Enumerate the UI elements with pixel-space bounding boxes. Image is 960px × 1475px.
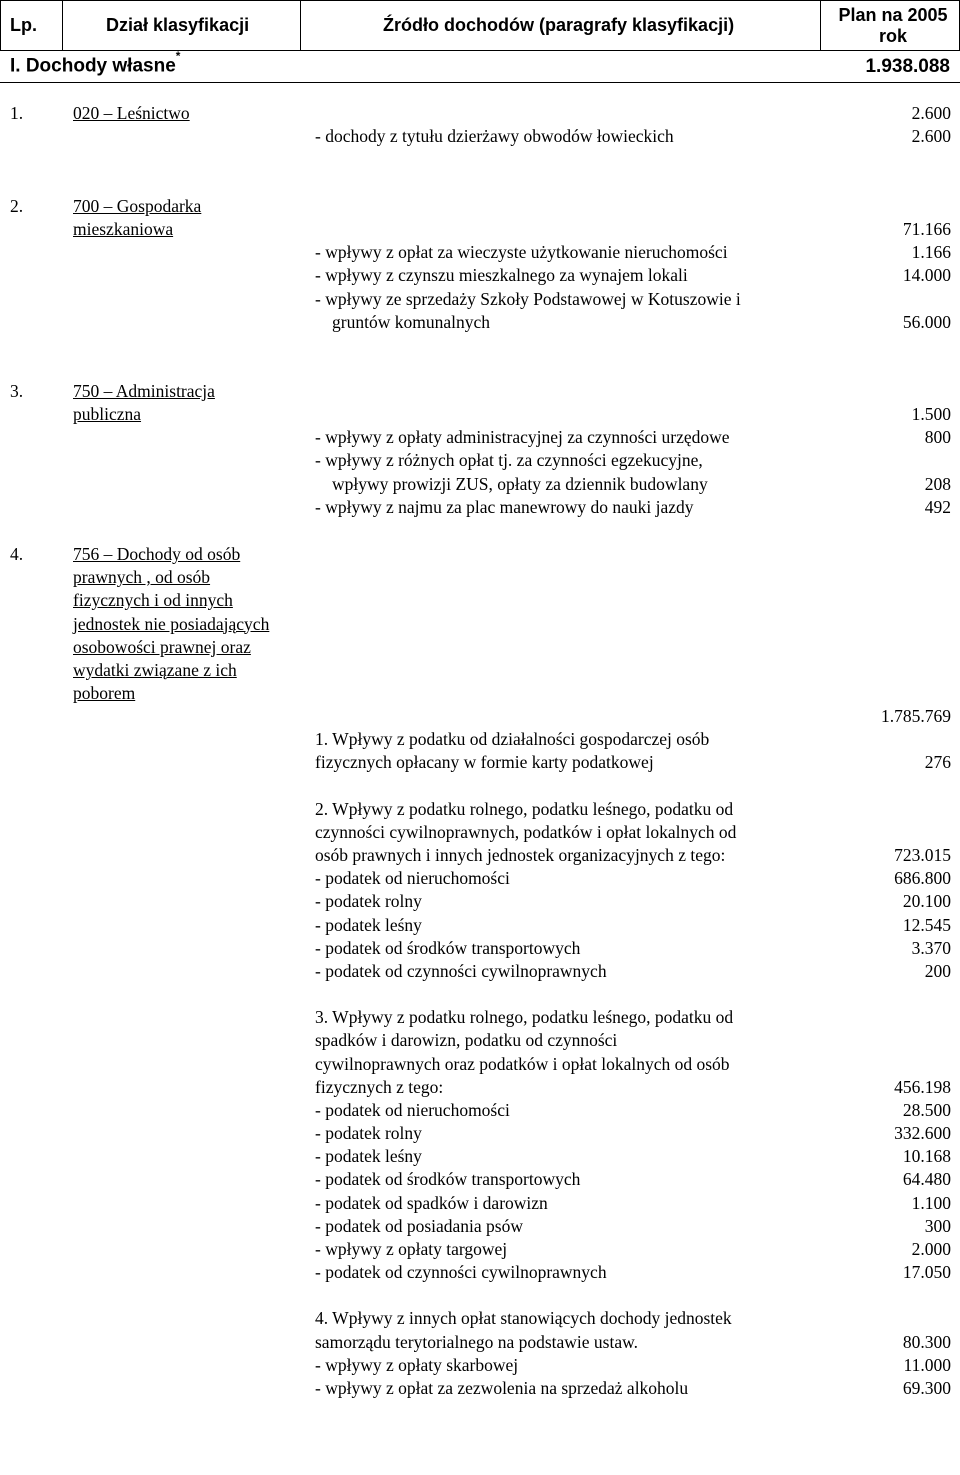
income-source: - podatek leśny xyxy=(315,1146,422,1167)
plan-value: 1.500 xyxy=(911,404,951,424)
income-source: 2. Wpływy z podatku rolnego, podatku leśnego, podatku od xyxy=(315,798,734,819)
col-border xyxy=(0,0,1,50)
plan-value: 56.000 xyxy=(902,311,951,332)
income-source: - wpływy ze sprzedaży Szkoły Podstawowej w Kotuszowie i xyxy=(315,288,741,309)
department-label: osobowości prawnej oraz xyxy=(73,636,251,657)
department-label: poborem xyxy=(73,683,136,704)
row-number: 3. xyxy=(10,381,24,401)
plan-value: 1.785.769 xyxy=(881,706,951,726)
income-source: spadków i darowizn, podatku od czynności xyxy=(315,1030,618,1051)
header-bottom-border xyxy=(0,50,960,51)
income-source: wpływy prowizji ZUS, opłaty za dziennik budowlany xyxy=(332,473,708,494)
income-source: - wpływy z opłaty administracyjnej za czynności urzędowe xyxy=(315,427,730,448)
department-label: wydatki związane z ich xyxy=(73,659,237,680)
col-border xyxy=(300,0,301,50)
department-label: 750 – Administracja xyxy=(73,381,215,401)
header-plan xyxy=(830,5,956,47)
header-plan-line2: rok xyxy=(878,26,907,46)
plan-value: 492 xyxy=(924,496,951,517)
plan-value: 71.166 xyxy=(902,219,951,239)
income-source: - podatek od środków transportowych xyxy=(315,937,581,958)
department-label: jednostek nie posiadających xyxy=(73,613,270,634)
plan-value: 1.100 xyxy=(911,1192,951,1213)
department-label: prawnych , od osób xyxy=(73,567,211,588)
income-source: cywilnoprawnych oraz podatków i opłat lokalnych od osób xyxy=(315,1053,730,1074)
row-number: 1. xyxy=(10,103,24,123)
income-source: czynności cywilnoprawnych, podatków i opłat lokalnych od xyxy=(315,821,737,842)
row-number: 4. xyxy=(10,544,24,564)
header-zrodlo: Źródło dochodów (paragrafy klasyfikacji) xyxy=(383,15,735,35)
income-source: - podatek rolny xyxy=(315,1123,422,1144)
department-label: 756 – Dochody od osób xyxy=(73,544,241,564)
plan-value: 200 xyxy=(924,960,951,981)
plan-value: 28.500 xyxy=(902,1099,951,1120)
plan-value: 69.300 xyxy=(902,1377,951,1398)
plan-value: 686.800 xyxy=(894,868,951,889)
department-label: fizycznych i od innych xyxy=(73,590,233,611)
section-title xyxy=(10,49,181,77)
income-source: 3. Wpływy z podatku rolnego, podatku leśnego, podatku od xyxy=(315,1007,734,1028)
section-title-text: I. Dochody własne xyxy=(10,55,176,77)
department-label: 020 – Leśnictwo xyxy=(73,103,190,123)
plan-value: 64.480 xyxy=(902,1169,951,1190)
income-source: samorządu terytorialnego na podstawie ustaw. xyxy=(315,1331,638,1352)
plan-value: 456.198 xyxy=(894,1076,951,1097)
income-source: - wpływy z opłat za zezwolenia na sprzedaż alkoholu xyxy=(315,1377,689,1398)
plan-value: 14.000 xyxy=(902,265,951,286)
header-dzial: Dział klasyfikacji xyxy=(106,15,250,35)
income-source: - podatek od nieruchomości xyxy=(315,1099,510,1120)
income-source: 1. Wpływy z podatku od działalności gospodarczej osób xyxy=(315,729,710,750)
plan-value: 300 xyxy=(924,1215,951,1236)
header-lp: Lp. xyxy=(10,15,37,35)
department-label: publiczna xyxy=(73,404,142,425)
col-border xyxy=(820,0,821,50)
plan-value: 12.545 xyxy=(902,914,951,935)
income-source: 4. Wpływy z innych opłat stanowiących dochody jednostek xyxy=(315,1308,732,1329)
income-source: - wpływy z różnych opłat tj. za czynności egzekucyjne, xyxy=(315,450,703,471)
department-label: mieszkaniowa xyxy=(73,219,174,240)
income-source: fizycznych z tego: xyxy=(315,1076,444,1097)
plan-value: 3.370 xyxy=(911,937,951,958)
plan-value: 723.015 xyxy=(894,845,951,866)
plan-value: 80.300 xyxy=(902,1331,951,1352)
income-source: - wpływy z czynszu mieszkalnego za wynajem lokali xyxy=(315,265,688,286)
department-label: 700 – Gospodarka xyxy=(73,196,202,216)
plan-value: 20.100 xyxy=(902,891,951,912)
income-source: - podatek od czynności cywilnoprawnych xyxy=(315,1262,607,1283)
income-source: - podatek od posiadania psów xyxy=(315,1215,524,1236)
income-source: - dochody z tytułu dzierżawy obwodów łowieckich xyxy=(315,126,674,147)
income-source: - podatek rolny xyxy=(315,891,422,912)
plan-value: 2.000 xyxy=(911,1238,951,1259)
header-plan-line1: Plan na 2005 xyxy=(838,5,948,25)
plan-value: 11.000 xyxy=(903,1354,951,1375)
plan-value: 332.600 xyxy=(894,1123,951,1144)
row-number: 2. xyxy=(10,196,24,216)
income-source: - podatek od czynności cywilnoprawnych xyxy=(315,960,607,981)
income-source: osób prawnych i innych jednostek organizacyjnych z tego: xyxy=(315,845,726,866)
section-bottom-border xyxy=(0,82,960,83)
plan-value: 17.050 xyxy=(902,1262,951,1283)
plan-value: 208 xyxy=(924,473,951,494)
income-source: - podatek od spadków i darowizn xyxy=(315,1192,548,1213)
table-top-border xyxy=(0,0,960,1)
plan-value: 2.600 xyxy=(911,126,951,147)
income-source: - podatek leśny xyxy=(315,914,422,935)
plan-value: 276 xyxy=(924,752,951,773)
income-source: - podatek od nieruchomości xyxy=(315,868,510,889)
plan-value: 1.166 xyxy=(911,242,951,263)
income-source: gruntów komunalnych xyxy=(332,311,490,332)
income-source: - wpływy z opłaty targowej xyxy=(315,1238,508,1259)
income-source: - podatek od środków transportowych xyxy=(315,1169,581,1190)
section-total: 1.938.088 xyxy=(865,56,950,77)
income-source: - wpływy z najmu za plac manewrowy do nauki jazdy xyxy=(315,496,694,517)
section-footnote-mark: * xyxy=(175,49,181,63)
col-border xyxy=(62,0,63,50)
plan-value: 2.600 xyxy=(911,103,951,123)
plan-value: 800 xyxy=(924,427,951,448)
income-source: - wpływy z opłat za wieczyste użytkowanie nieruchomości xyxy=(315,242,728,263)
plan-value: 10.168 xyxy=(902,1146,951,1167)
income-source: fizycznych opłacany w formie karty podatkowej xyxy=(315,752,654,773)
income-source: - wpływy z opłaty skarbowej xyxy=(315,1354,519,1375)
